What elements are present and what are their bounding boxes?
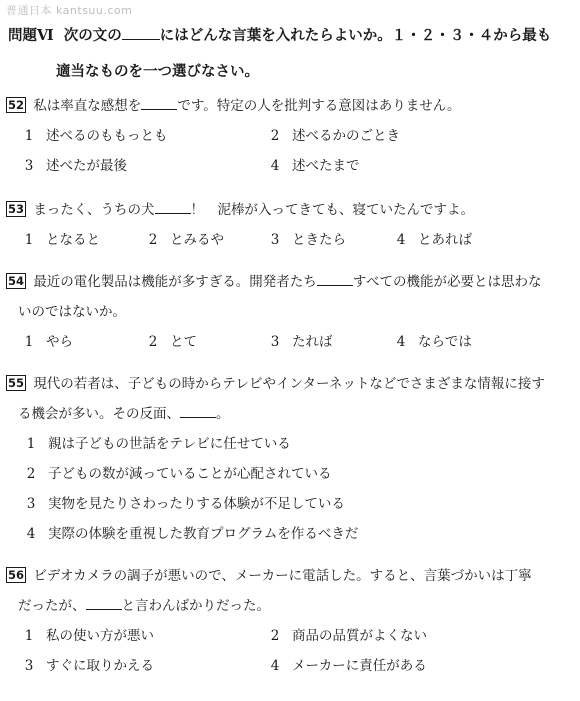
question-number: 55 — [8, 376, 25, 390]
option-4[interactable]: 4 述べたまで — [270, 158, 360, 174]
instruction-text-a: 次の文の — [63, 27, 122, 44]
option-1[interactable]: 1 やら — [24, 334, 73, 350]
option-2[interactable]: 2 述べるかのごとき — [270, 128, 400, 144]
question-text-b: です。特定の人を批判する意図はありません。 — [177, 98, 461, 114]
question-number: 53 — [8, 202, 25, 216]
question-number: 54 — [8, 274, 25, 288]
option-1[interactable]: 1 親は子どもの世話をテレビに任せている — [26, 436, 291, 452]
question-text-b: ！ 泥棒が入ってきても、寝ていたんですよ。 — [190, 202, 475, 218]
question-54 — [6, 270, 571, 354]
answer-blank — [86, 609, 122, 610]
question-number: 56 — [8, 568, 25, 582]
option-3[interactable]: 3 すぐに取りかえる — [24, 658, 154, 674]
answer-blank — [180, 417, 216, 418]
option-1[interactable]: 1 述べるのももっとも — [24, 128, 168, 144]
answer-blank — [155, 213, 191, 214]
options-row — [6, 654, 571, 678]
question-55 — [6, 372, 571, 546]
options-row — [6, 124, 571, 148]
answer-blank — [141, 109, 177, 110]
question-text-line1: ビデオカメラの調子が悪いので、メーカーに電話した。すると、言葉づかいは丁寧 — [33, 568, 532, 584]
option-2[interactable]: 2 とみるや — [148, 232, 224, 248]
question-56 — [6, 564, 571, 678]
watermark: 普通日本 kantsuu.com — [6, 4, 133, 17]
option-1[interactable]: 1 私の使い方が悪い — [24, 628, 154, 644]
section-header-line2: 適当なものを一つ選びなさい。 — [56, 63, 259, 80]
option-4[interactable]: 4 メーカーに責任がある — [270, 658, 427, 674]
options-row — [6, 330, 571, 354]
option-3[interactable]: 3 述べたが最後 — [24, 158, 127, 174]
question-text-a: る機会が多い。その反面、 — [18, 406, 180, 422]
options-row — [6, 228, 571, 252]
option-2[interactable]: 2 子どもの数が減っていることが心配されている — [26, 466, 332, 482]
answer-blank — [122, 39, 160, 40]
question-text-line1: 現代の若者は、子どもの時からテレビやインターネットなどでさまざまな情報に接す — [33, 376, 545, 392]
question-text-line2: いのではないか。 — [18, 304, 126, 320]
answer-blank — [317, 285, 353, 286]
question-53 — [6, 198, 571, 252]
question-52 — [6, 94, 571, 178]
question-text-a: まったく、うちの犬 — [33, 202, 155, 218]
option-2[interactable]: 2 商品の品質がよくない — [270, 628, 427, 644]
options-row — [6, 154, 571, 178]
question-text-a: だったが、 — [18, 598, 86, 614]
option-2[interactable]: 2 とて — [148, 334, 197, 350]
section-label: 問題Ⅵ — [8, 27, 54, 44]
question-text-line2 — [6, 402, 571, 426]
option-4[interactable]: 4 ならでは — [396, 334, 472, 350]
question-text-b: すべての機能が必要とは思わな — [352, 274, 542, 290]
question-number: 52 — [8, 98, 25, 112]
option-3[interactable]: 3 たれば — [270, 334, 333, 350]
question-text-a: 私は率直な感想を — [33, 98, 142, 114]
option-3[interactable]: 3 実物を見たりさわったりする体験が不足している — [26, 496, 345, 512]
option-4[interactable]: 4 とあれば — [396, 232, 472, 248]
option-1[interactable]: 1 となると — [24, 232, 100, 248]
question-text-line2 — [6, 594, 571, 618]
options-row — [6, 624, 571, 648]
question-text-b: 。 — [216, 406, 230, 422]
instruction-text-b: にはどんな言葉を入れたらよいか。１・２・３・４から最も — [159, 27, 552, 44]
option-4[interactable]: 4 実際の体験を重視した教育プログラムを作るべきだ — [26, 526, 359, 542]
question-text-a: 最近の電化製品は機能が多すぎる。開発者たち — [33, 274, 317, 290]
option-3[interactable]: 3 ときたら — [270, 232, 346, 248]
section-header — [8, 24, 573, 45]
question-text-b: と言わんばかりだった。 — [121, 598, 270, 614]
